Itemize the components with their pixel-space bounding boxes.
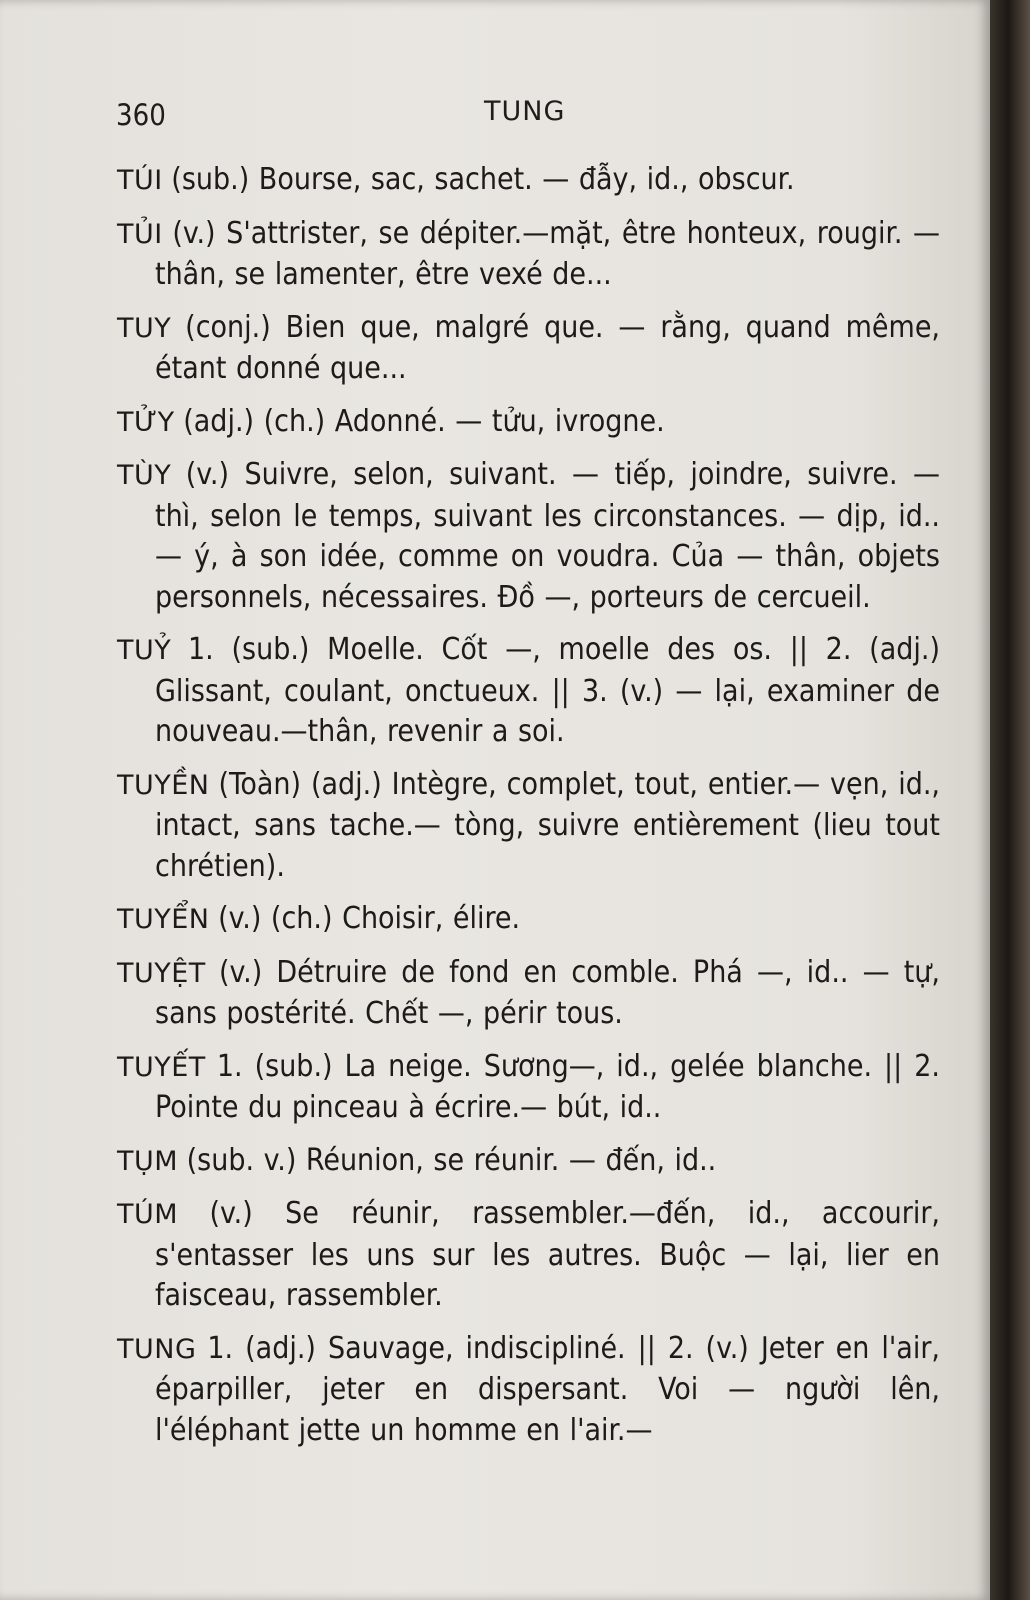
entry-headword: TÚM bbox=[117, 1199, 179, 1230]
entry-definition: 1. (adj.) Sauvage, indiscipliné. || 2. (v.) Jeter en l'air, éparpiller, jeter en dispersant. Voi — người lên, l'éléphant jette un homme en l'air.— bbox=[155, 1330, 941, 1448]
entry-definition: (conj.) Bien que, malgré que. — rằng, quand même, étant donné que... bbox=[155, 309, 941, 386]
entry-definition: (sub. v.) Réunion, se réunir. — đến, id.. bbox=[186, 1142, 717, 1178]
dictionary-entry bbox=[117, 953, 940, 1035]
entry-definition: (adj.) (ch.) Adonné. — tửu, ivrogne. bbox=[183, 403, 665, 439]
dictionary-entry bbox=[117, 1141, 940, 1183]
entry-headword: TỦI bbox=[117, 218, 163, 250]
dictionary-entry bbox=[117, 455, 940, 618]
page-header bbox=[116, 98, 928, 138]
dictionary-entry bbox=[117, 630, 940, 753]
book-spine-edge bbox=[990, 0, 1030, 1600]
entry-headword: TUYẾT bbox=[117, 1051, 206, 1083]
entry-headword: TỤM bbox=[117, 1145, 179, 1177]
entry-definition: 1. (sub.) Moelle. Cốt —, moelle des os. || 2. (adj.) Glissant, coulant, onctueux. || 3. (v.) — lại, examiner de nouveau.—thân, revenir a soi. bbox=[155, 632, 940, 749]
entry-headword: TUỶ bbox=[117, 635, 172, 666]
entry-headword: TUYỂN bbox=[117, 904, 210, 935]
running-head: TUNG bbox=[484, 96, 566, 127]
page-number: 360 bbox=[116, 98, 166, 132]
entry-definition: (v.) (ch.) Choisir, élire. bbox=[218, 901, 521, 936]
dictionary-entries bbox=[117, 160, 940, 1463]
entry-definition: (sub.) Bourse, sac, sachet. — đẫy, id., obscur. bbox=[171, 162, 795, 197]
dictionary-entry bbox=[117, 402, 940, 444]
entry-headword: TUNG bbox=[117, 1333, 197, 1365]
entry-definition: 1. (sub.) La neige. Sương—, id., gelée blanche. || 2. Pointe du pinceau à écrire.— bút, id.. bbox=[155, 1048, 940, 1125]
entry-headword: TÙY bbox=[117, 460, 172, 491]
dictionary-entry bbox=[117, 1194, 940, 1317]
entry-headword: TUYỀN bbox=[117, 769, 210, 801]
entry-definition: (v.) Se réunir, rassembler.—đến, id., accourir, s'entasser les uns sur les autres. Buộc — lại, lier en faisceau, rassembler. bbox=[155, 1196, 940, 1313]
dictionary-entry bbox=[117, 214, 940, 296]
entry-headword: TÚI bbox=[117, 165, 163, 196]
entry-headword: TỬY bbox=[117, 406, 175, 438]
entry-headword: TUY bbox=[117, 312, 172, 344]
entry-definition: (v.) Détruire de fond en comble. Phá —, id.. — tự, sans postérité. Chết —, périr tous. bbox=[155, 954, 940, 1031]
dictionary-entry bbox=[117, 308, 940, 390]
entry-definition: (v.) S'attrister, se dépiter.—mặt, être honteux, rougir. — thân, se lamenter, être vexé de... bbox=[155, 215, 940, 292]
dictionary-entry bbox=[117, 1047, 940, 1129]
dictionary-entry bbox=[117, 765, 940, 888]
dictionary-entry bbox=[117, 160, 940, 202]
entry-headword: TUYỆT bbox=[117, 957, 206, 989]
dictionary-entry bbox=[117, 899, 940, 941]
dictionary-entry bbox=[117, 1329, 940, 1452]
entry-definition: (Toàn) (adj.) Intègre, complet, tout, entier.— vẹn, id., intact, sans tache.— tòng, suivre entièrement (lieu tout chrétien). bbox=[155, 766, 940, 884]
entry-definition: (v.) Suivre, selon, suivant. — tiếp, joindre, suivre. — thì, selon le temps, suivant les circonstances. — dịp, id.. — ý, à son idée, comme on voudra. Của — thân, objets personnels, nécessaires. Đồ —, porteurs de cercueil. bbox=[155, 457, 940, 615]
